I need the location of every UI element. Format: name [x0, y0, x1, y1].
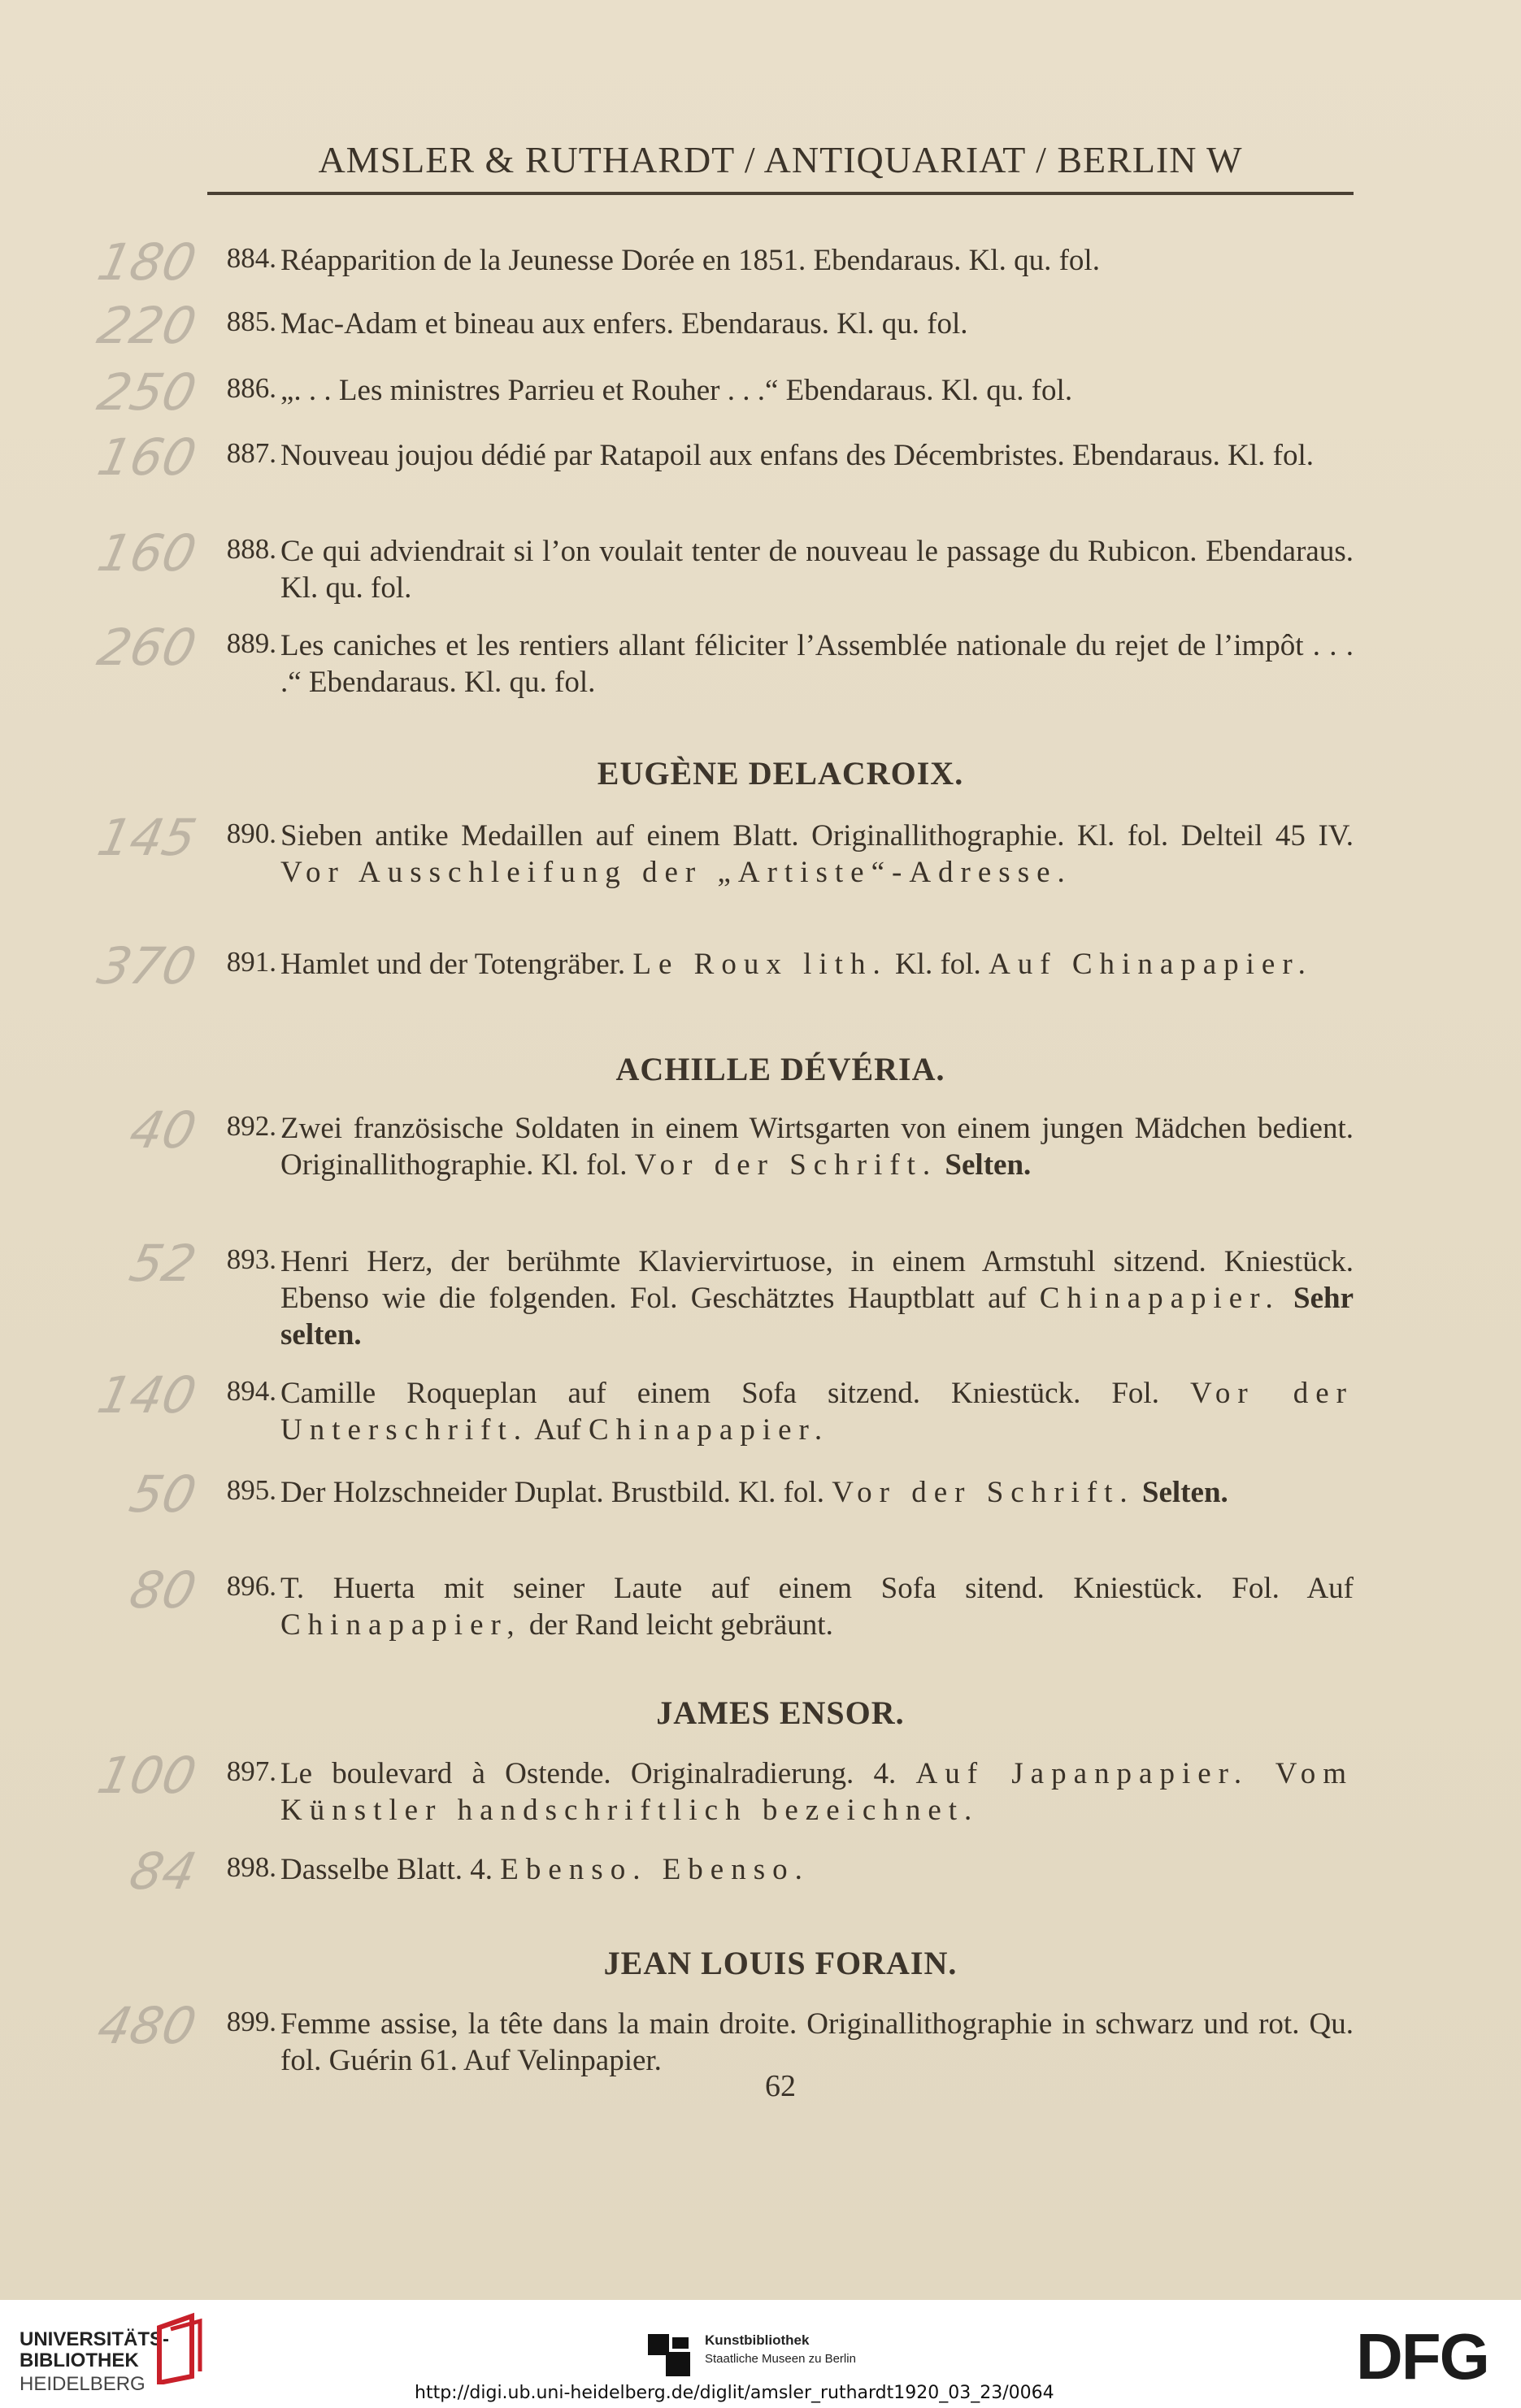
entry-number: 890.: [226, 818, 276, 849]
entry-number: 885.: [226, 306, 276, 337]
entry-text: Camille Roqueplan auf einem Sofa sitzend. Kniestück. Fol. Vor der Unterschrift. Auf Chinapapier.: [280, 1377, 1354, 1447]
entry-text: Femme assise, la tête dans la main droite. Originallithographie in schwarz und rot. Qu. fol. Guérin 61. Auf Velinpapier.: [280, 2007, 1354, 2077]
handwritten-price: 160: [92, 427, 202, 487]
viewer-footer: [0, 2300, 1521, 2408]
entry-number: 889.: [226, 627, 276, 659]
entry-text: Der Holzschneider Duplat. Brustbild. Kl. fol. Vor der Schrift. Selten.: [280, 1476, 1228, 1509]
library-logo-icon[interactable]: [151, 2311, 208, 2384]
entry-text: Henri Herz, der berühmte Klaviervirtuose, in einem Armstuhl sitzend. Kniestück. Ebenso wie die folgenden. Fol. Geschätztes Hauptblatt auf Chinapapier. Sehr selten.: [280, 1245, 1354, 1352]
entry-text: Ce qui adviendrait si l’on voulait tenter de nouveau le passage du Rubicon. Ebendaraus. Kl. qu. fol.: [280, 535, 1354, 605]
entry-number: 897.: [226, 1755, 276, 1787]
entry-number: 891.: [226, 946, 276, 978]
entry-number: 892.: [226, 1110, 276, 1142]
entry-text: Réapparition de la Jeunesse Dorée en 1851. Ebendaraus. Kl. qu. fol.: [280, 244, 1100, 277]
library-city: HEIDELBERG: [20, 2373, 146, 2395]
kunstbibliothek-name: Kunstbibliothek: [705, 2332, 810, 2348]
entry-number: 887.: [226, 437, 276, 469]
entry-number: 895.: [226, 1474, 276, 1506]
handwritten-price: 260: [92, 618, 202, 677]
entry-number: 896.: [226, 1570, 276, 1602]
artist-heading: JEAN LOUIS FORAIN.: [603, 1945, 958, 1981]
kunstbibliothek-logo-icon[interactable]: [648, 2334, 695, 2381]
entry-text: „. . . Les ministres Parrieu et Rouher . . .“ Ebendaraus. Kl. qu. fol.: [280, 374, 1073, 407]
entry-text: Zwei französische Soldaten in einem Wirtsgarten von einem jungen Mädchen bedient. Originallithographie. Kl. fol. Vor der Schrift. Selten.: [280, 1112, 1354, 1182]
handwritten-price: 84: [124, 1842, 202, 1901]
handwritten-price: 145: [92, 808, 202, 867]
handwritten-price: 480: [92, 1996, 202, 2055]
entry-text: T. Huerta mit seiner Laute auf einem Sofa sitend. Kniestück. Fol. Auf Chinapapier, der Rand leicht gebräunt.: [280, 1572, 1354, 1642]
entry-number: 886.: [226, 372, 276, 404]
page-number: 62: [765, 2069, 796, 2103]
handwritten-price: 160: [92, 523, 202, 583]
permalink-url[interactable]: http://digi.ub.uni-heidelberg.de/diglit/amsler_ruthardt1920_03_23/0064: [415, 2383, 1054, 2403]
page-header: AMSLER & RUTHARDT / ANTIQUARIAT / BERLIN W: [318, 139, 1243, 180]
handwritten-price: 220: [92, 296, 202, 355]
handwritten-price: 50: [124, 1464, 202, 1524]
handwritten-price: 180: [92, 232, 202, 292]
entry-text: Le boulevard à Ostende. Originalradierung. 4. Auf Japanpapier. Vom Künstler handschriftlich bezeichnet.: [280, 1757, 1354, 1827]
handwritten-price: 250: [92, 362, 202, 422]
entry-text: Mac-Adam et bineau aux enfers. Ebendaraus. Kl. qu. fol.: [280, 307, 968, 341]
header-rule: [207, 192, 1354, 195]
entry-number: 893.: [226, 1243, 276, 1275]
entry-number: 894.: [226, 1375, 276, 1407]
artist-heading: JAMES ENSOR.: [656, 1694, 905, 1731]
handwritten-price: 370: [92, 936, 202, 996]
entry-text: Sieben antike Medaillen auf einem Blatt. Originallithographie. Kl. fol. Delteil 45 IV. Vor Ausschleifung der „Artiste“-Adresse.: [280, 819, 1354, 889]
handwritten-price: 80: [124, 1560, 202, 1620]
entry-text: Dasselbe Blatt. 4. Ebenso. Ebenso.: [280, 1853, 810, 1886]
handwritten-price: 52: [124, 1234, 202, 1293]
library-name[interactable]: UNIVERSITÄTS- BIBLIOTHEK: [20, 2328, 170, 2371]
kunstbibliothek-subtitle: Staatliche Museen zu Berlin: [705, 2352, 856, 2366]
entry-text: Les caniches et les rentiers allant féliciter l’Assemblée nationale du rejet de l’impôt . . . .“ Ebendaraus. Kl. qu. fol.: [280, 629, 1354, 699]
dfg-logo[interactable]: DFG: [1356, 2320, 1488, 2393]
handwritten-price: 140: [92, 1365, 202, 1425]
entry-number: 899.: [226, 2006, 276, 2037]
artist-heading: EUGÈNE DELACROIX.: [597, 755, 964, 792]
entry-text: Nouveau joujou dédié par Ratapoil aux enfans des Décembristes. Ebendaraus. Kl. fol.: [280, 439, 1314, 472]
entry-number: 888.: [226, 533, 276, 565]
entry-number: 884.: [226, 242, 276, 274]
artist-heading: ACHILLE DÉVÉRIA.: [615, 1051, 945, 1087]
entry-number: 898.: [226, 1851, 276, 1883]
entry-text: Hamlet und der Totengräber. Le Roux lith. Kl. fol. Auf Chinapapier.: [280, 948, 1313, 981]
handwritten-price: 40: [124, 1100, 202, 1160]
handwritten-price: 100: [92, 1746, 202, 1805]
